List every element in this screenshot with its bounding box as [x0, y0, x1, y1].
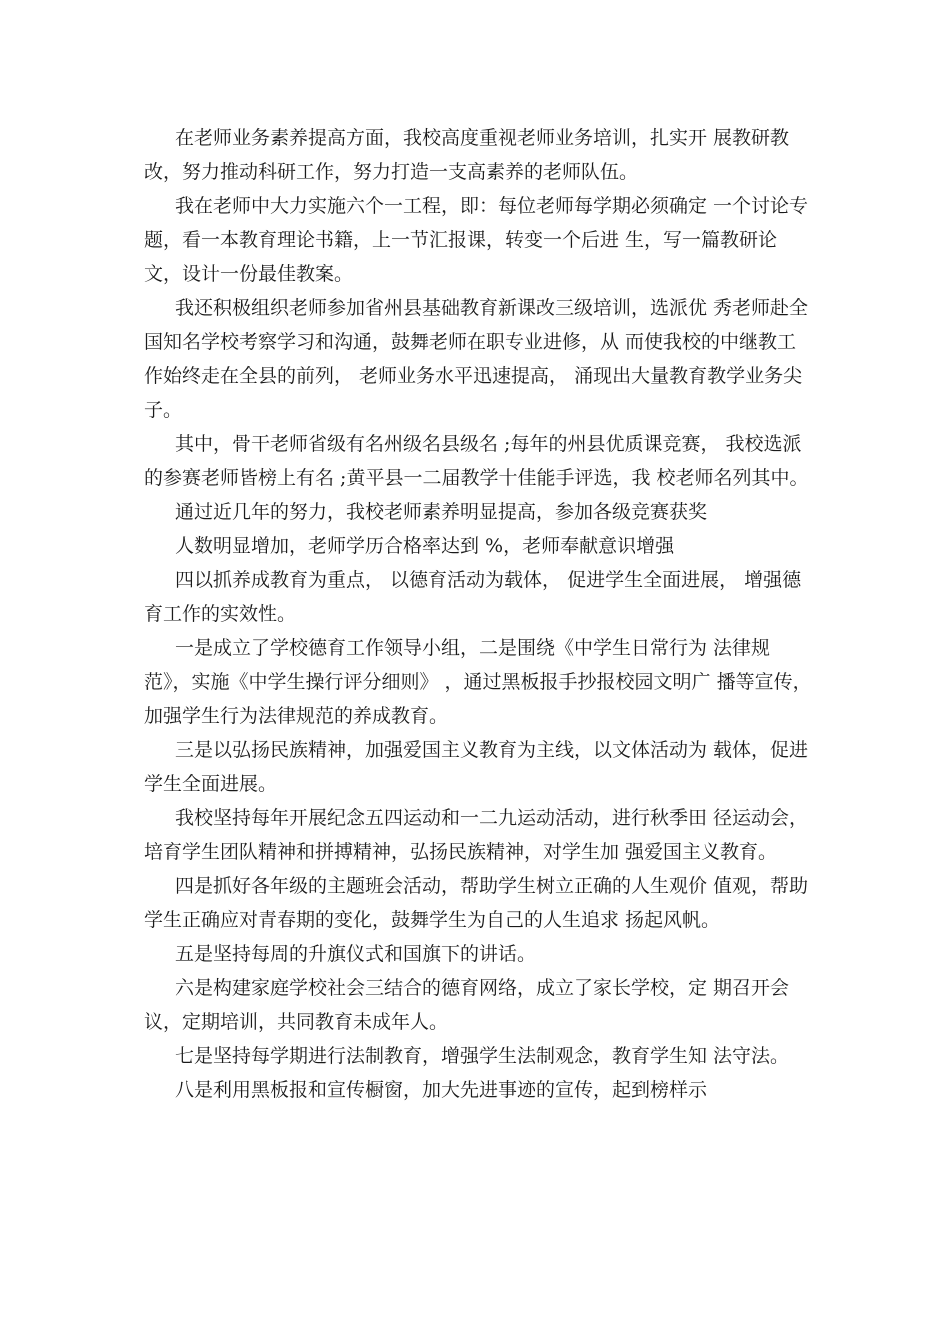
paragraph: 五是坚持每周的升旗仪式和国旗下的讲话。: [175, 943, 537, 965]
paragraph: 在老师业务素养提高方面，我校高度重视老师业务培训，扎实开 展教研教改，努力推动科研工作，努力打造一支高素养的老师队伍。: [144, 127, 790, 183]
paragraph: 七是坚持每学期进行法制教育，增强学生法制观念，教育学生知 法守法。: [175, 1045, 790, 1067]
paragraph: 我还积极组织老师参加省州县基础教育新课改三级培训，选派优 秀老师赴全国知名学校考察学习和沟通，鼓舞老师在职专业进修，从 而使我校的中继教工作始终走在全县的前列， 老师业务水平迅速提高， 涌现出大量教育教学业务尖子。: [144, 297, 809, 421]
paragraph: 其中，骨干老师省级有名州级名县级名 ;每年的州县优质课竞赛， 我校选派的参赛老师皆榜上有名 ;黄平县一二届教学十佳能手评选，我 校老师名列其中。: [144, 433, 809, 489]
paragraph: 四是抓好各年级的主题班会活动，帮助学生树立正确的人生观价 值观，帮助学生正确应对青春期的变化，鼓舞学生为自己的人生追求 扬起风帆。: [144, 875, 809, 931]
paragraph: 通过近几年的努力，我校老师素养明显提高，参加各级竞赛获奖: [175, 501, 708, 523]
paragraph: 我校坚持每年开展纪念五四运动和一二九运动活动，进行秋季田 径运动会，培育学生团队精神和拼搏精神，弘扬民族精神，对学生加 强爱国主义教育。: [144, 807, 809, 863]
paragraph: 八是利用黑板报和宣传橱窗，加大先进事迹的宣传，起到榜样示: [175, 1079, 708, 1101]
document-body: [144, 121, 812, 1107]
paragraph: 我在老师中大力实施六个一工程，即：每位老师每学期必须确定 一个讨论专题，看一本教育理论书籍，上一节汇报课，转变一个后进 生，写一篇教研论文，设计一份最佳教案。: [144, 195, 809, 285]
paragraph: 四以抓养成教育为重点， 以德育活动为载体， 促进学生全面进展， 增强德育工作的实效性。: [144, 569, 802, 625]
paragraph: 人数明显增加，老师学历合格率达到 %，老师奉献意识增强: [175, 535, 675, 557]
paragraph: 一是成立了学校德育工作领导小组，二是围绕《中学生日常行为 法律规范》，实施《中学生操行评分细则》 ，通过黑板报手抄报校园文明广 播等宣传，加强学生行为法律规范的养成教育。: [144, 637, 812, 727]
paragraph: 六是构建家庭学校社会三结合的德育网络，成立了家长学校，定 期召开会议，定期培训，共同教育未成年人。: [144, 977, 790, 1033]
paragraph: 三是以弘扬民族精神，加强爱国主义教育为主线，以文体活动为 载体，促进学生全面进展。: [144, 739, 809, 795]
